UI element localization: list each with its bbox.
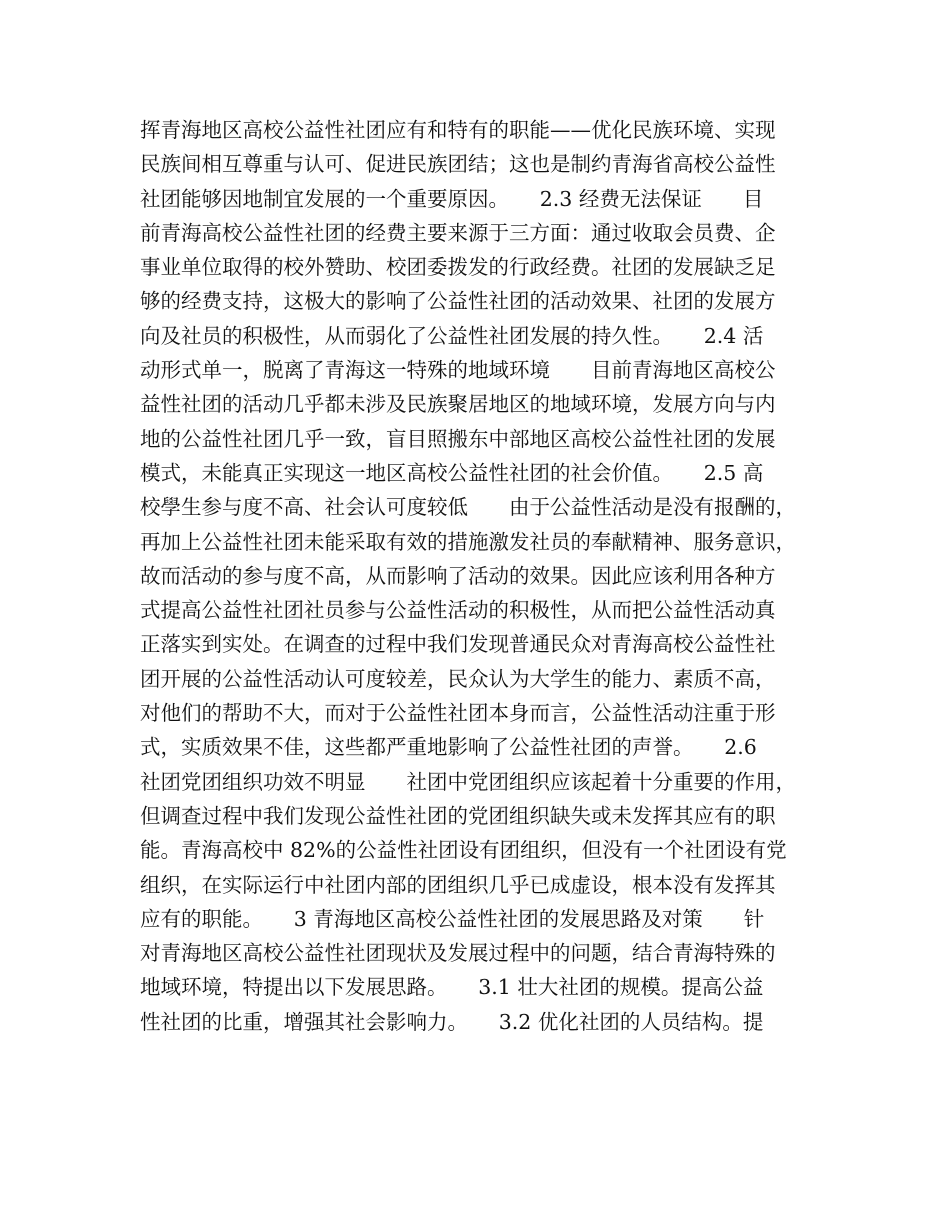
text-line: 对青海地区高校公益性社团现状及发展过程中的问题，结合青海特殊的 [140, 941, 776, 966]
text-line: 故而活动的参与度不高，从而影响了活动的效果。因此应该利用各种方 [140, 563, 776, 588]
text-line: 模式，未能真正实现这一地区高校公益性社团的社会价值。 2.5 高 [140, 460, 764, 485]
text-line: 够的经费支持，这极大的影响了公益性社团的活动效果、社团的发展方 [140, 289, 776, 314]
text-line: 动形式单一，脱离了青海这一特殊的地域环境 目前青海地区高校公 [140, 358, 776, 383]
text-line: 事业单位取得的校外赞助、校团委拨发的行政经费。社团的发展缺乏足 [140, 255, 776, 280]
text-line: 社团党团组织功效不明显 社团中党团组织应该起着十分重要的作用， [140, 769, 796, 794]
text-line: 式，实质效果不佳，这些都严重地影响了公益性社团的声誉。 2.6 [140, 735, 757, 760]
text-line: 式提高公益性社团社员参与公益性活动的积极性，从而把公益性活动真 [140, 598, 776, 623]
text-line: 地的公益性社团几乎一致，盲目照搬东中部地区高校公益性社团的发展 [140, 426, 776, 451]
text-line: 益性社团的活动几乎都未涉及民族聚居地区的地域环境，发展方向与内 [140, 392, 776, 417]
text-line: 校學生参与度不高、社会认可度较低 由于公益性活动是没有报酬的， [140, 495, 796, 520]
text-line: 挥青海地区高校公益性社团应有和特有的职能——优化民族环境、实现 [140, 118, 776, 142]
text-line: 民族间相互尊重与认可、促进民族团结；这也是制约青海省高校公益性 [140, 152, 776, 177]
text-line: 组织，在实际运行中社团内部的团组织几乎已成虚设，根本没有发挥其 [140, 872, 776, 897]
text-line: 正落实到实处。在调查的过程中我们发现普通民众对青海高校公益性社 [140, 632, 776, 657]
text-line: 向及社员的积极性，从而弱化了公益性社团发展的持久性。 2.4 活 [140, 323, 764, 348]
text-line: 但调查过程中我们发现公益性社团的党团组织缺失或未发挥其应有的职 [140, 803, 776, 828]
body-text [140, 113, 820, 1039]
text-line: 团开展的公益性活动认可度较差，民众认为大学生的能力、素质不高， [140, 666, 776, 691]
text-line: 应有的职能。 3 青海地区高校公益性社团的发展思路及对策 针 [140, 906, 765, 931]
text-line: 性社团的比重，增强其社会影响力。 3.2 优化社团的人员结构。提 [140, 1009, 764, 1034]
text-line: 对他们的帮助不大，而对于公益性社团本身而言，公益性活动注重于形 [140, 701, 776, 726]
text-line: 地域环境，特提出以下发展思路。 3.1 壮大社团的规模。提高公益 [140, 975, 764, 1000]
text-line: 前青海高校公益性社团的经费主要来源于三方面：通过收取会员费、企 [140, 220, 776, 245]
text-line: 社团能够因地制宜发展的一个重要原因。 2.3 经费无法保证 目 [140, 186, 764, 211]
text-line: 再加上公益性社团未能采取有效的措施激发社员的奉献精神、服务意识， [140, 529, 796, 554]
text-line: 能。青海高校中 82%的公益性社团设有团组织，但没有一个社团设有党 [140, 838, 787, 863]
